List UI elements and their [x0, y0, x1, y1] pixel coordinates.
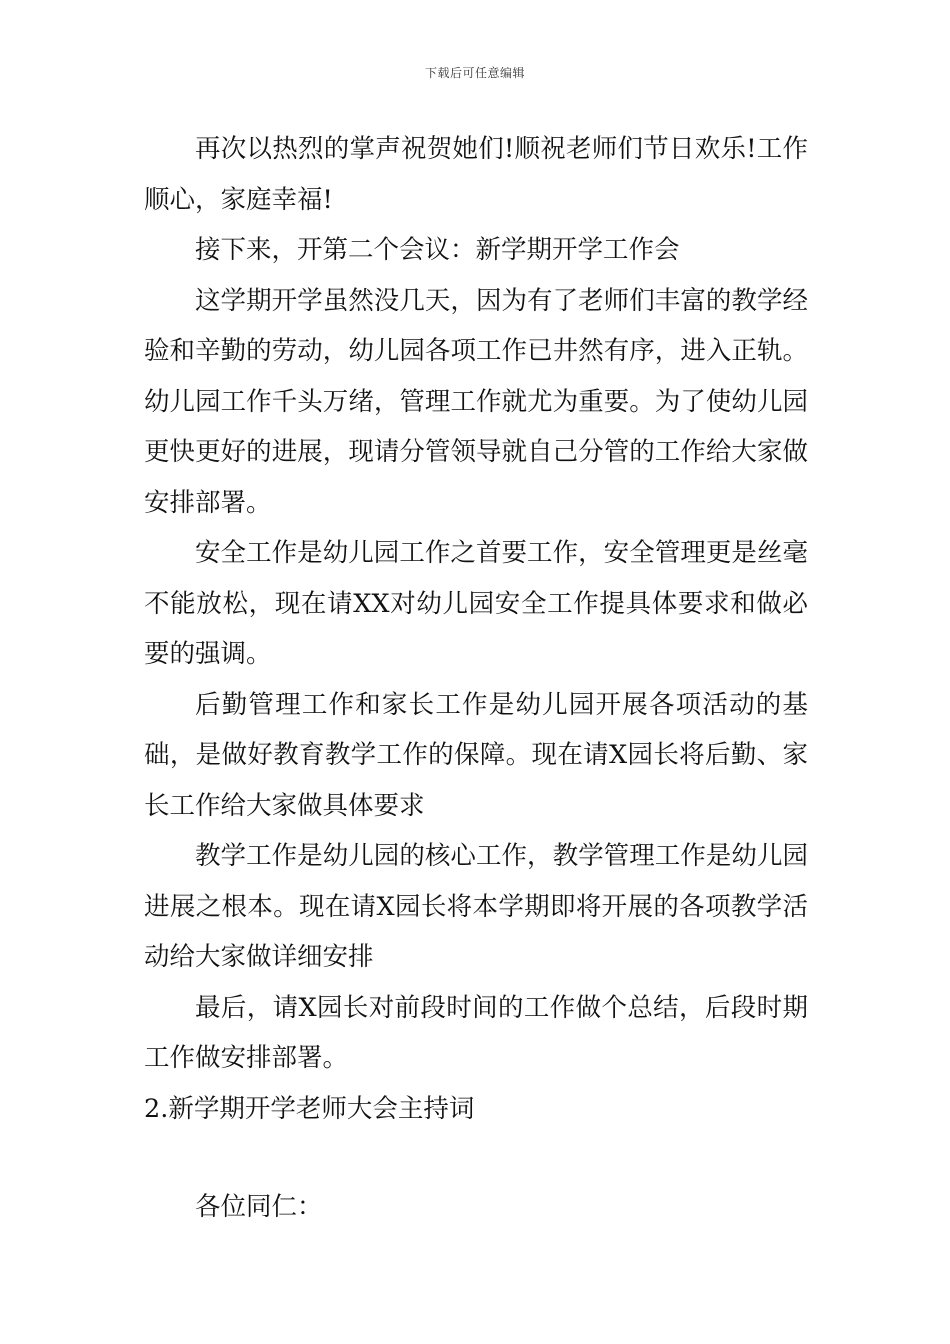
paragraph-logistics-work: 后勤管理工作和家长工作是幼儿园开展各项活动的基础，是做好教育教学工作的保障。现在请X园长将后勤、家长工作给大家做具体要求	[144, 689, 808, 821]
section-heading: 2.新学期开学老师大会主持词	[144, 1093, 475, 1124]
greeting-line: 各位同仁：	[195, 1192, 323, 1222]
blank-line-spacer	[144, 1134, 808, 1182]
paragraph-semester-intro: 这学期开学虽然没几天，因为有了老师们丰富的教学经验和辛勤的劳动，幼儿园各项工作已井然有序，进入正轨。幼儿园工作千头万绪，管理工作就尤为重要。为了使幼儿园更快更好的进展，现请分管领导就自己分管的工作给大家做安排部署。	[144, 285, 808, 518]
paragraph-closing-summary: 最后，请X园长对前段时间的工作做个总结，后段时期工作做安排部署。	[144, 992, 808, 1073]
paragraph-safety-work: 安全工作是幼儿园工作之首要工作，安全管理更是丝毫不能放松，现在请XX对幼儿园安全工作提具体要求和做必要的强调。	[144, 538, 808, 669]
page-header-note: 下载后可任意编辑	[424, 66, 525, 80]
paragraph-teaching-work: 教学工作是幼儿园的核心工作，教学管理工作是幼儿园进展之根本。现在请X园长将本学期即将开展的各项教学活动给大家做详细安排	[144, 841, 808, 972]
document-body	[144, 124, 808, 1233]
paragraph-congratulations: 再次以热烈的掌声祝贺她们!顺祝老师们节日欢乐!工作顺心，家庭幸福!	[144, 134, 808, 215]
paragraph-second-meeting: 接下来，开第二个会议：新学期开学工作会	[195, 235, 680, 265]
